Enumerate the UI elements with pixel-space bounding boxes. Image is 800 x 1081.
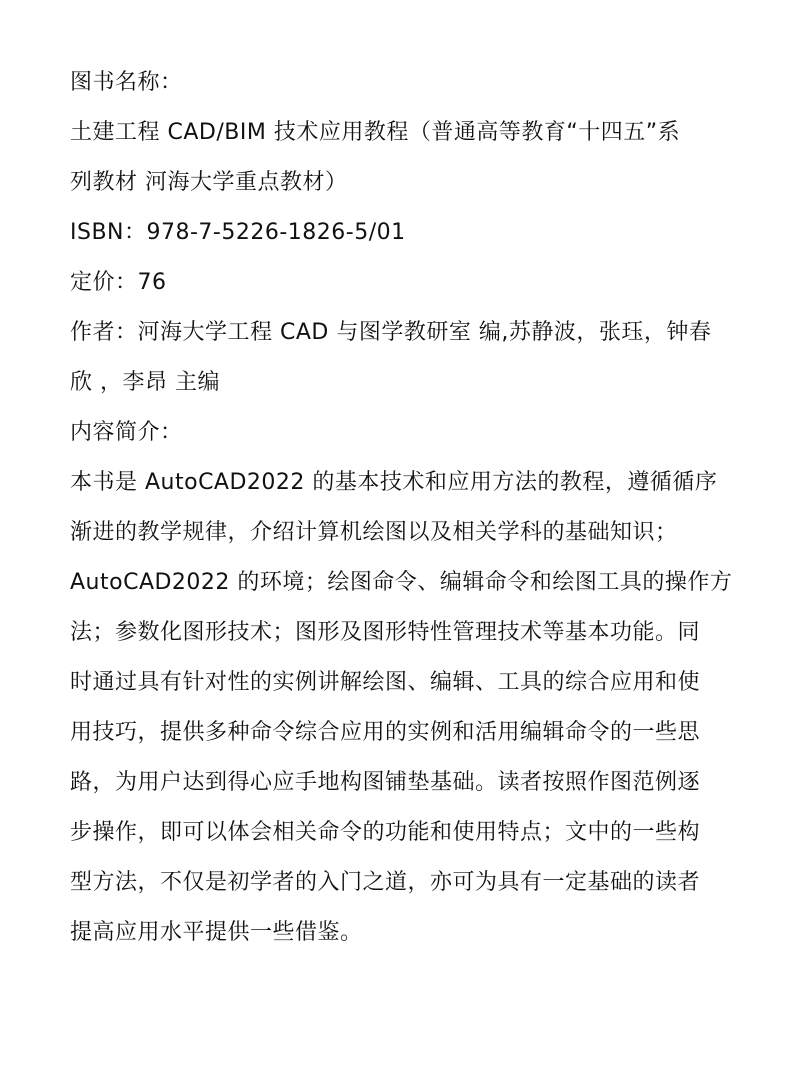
intro-line: 步操作，即可以体会相关命令的功能和使用特点；文中的一些构 bbox=[70, 820, 701, 845]
book-title-line-1: 土建工程 CAD/BIM 技术应用教程（普通高等教育“十四五”系 bbox=[70, 120, 681, 145]
intro-line: 提高应用水平提供一些借鉴。 bbox=[70, 920, 363, 945]
intro-label: 内容简介： bbox=[70, 420, 183, 445]
intro-line: 本书是 AutoCAD2022 的基本技术和应用方法的教程，遵循循序 bbox=[70, 470, 718, 495]
intro-line: 用技巧，提供多种命令综合应用的实例和活用编辑命令的一些思 bbox=[70, 720, 701, 745]
intro-line: 渐进的教学规律，介绍计算机绘图以及相关学科的基础知识； bbox=[70, 520, 678, 545]
author-line-1: 作者：河海大学工程 CAD 与图学教研室 编,苏静波，张珏，钟春 bbox=[70, 320, 712, 345]
author-line-2: 欣 ，李昂 主编 bbox=[70, 370, 220, 395]
intro-line: AutoCAD2022 的环境；绘图命令、编辑命令和绘图工具的操作方 bbox=[70, 570, 733, 595]
isbn-text: ISBN：978-7-5226-1826-5/01 bbox=[70, 220, 406, 245]
intro-line: 型方法，不仅是初学者的入门之道，亦可为具有一定基础的读者 bbox=[70, 870, 701, 895]
intro-line: 时通过具有针对性的实例讲解绘图、编辑、工具的综合应用和使 bbox=[70, 670, 701, 695]
book-title-line-2: 列教材 河海大学重点教材） bbox=[70, 170, 348, 195]
book-name-label: 图书名称： bbox=[70, 70, 183, 95]
intro-line: 法；参数化图形技术；图形及图形特性管理技术等基本功能。同 bbox=[70, 620, 701, 645]
price-text: 定价：76 bbox=[70, 270, 167, 295]
intro-line: 路，为用户达到得心应手地构图铺垫基础。读者按照作图范例逐 bbox=[70, 770, 701, 795]
book-info-document bbox=[70, 58, 740, 958]
